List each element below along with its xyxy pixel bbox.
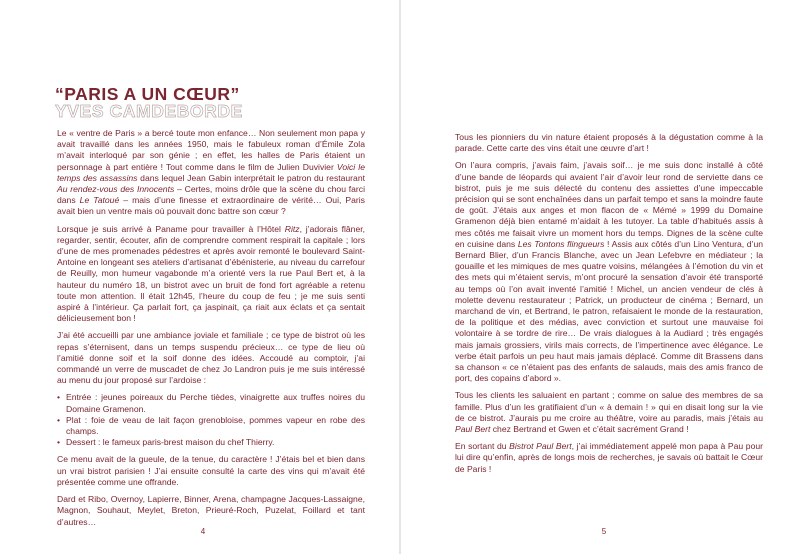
menu-item: • Plat : foie de veau de lait façon grenobloise, pommes vapeur en robe des champs. — [57, 414, 365, 437]
hotel-name: Ritz — [284, 223, 300, 234]
page-number: 4 — [200, 527, 206, 536]
menu-item: • Entrée : jeunes poireaux du Perche tièdes, vinaigrette aux truffes noires du Domaine Gramenon. — [57, 392, 365, 414]
menu-item: • Dessert : le fameux paris-brest maison du chef Thierry. — [57, 437, 275, 448]
author-name: YVES CAMDEBORDE — [55, 101, 243, 121]
right-body-text — [455, 132, 763, 481]
page-number: 5 — [601, 527, 607, 536]
paragraph: Le « ventre de Paris » a bercé toute mon enfance… Non seulement mon papa y avait travaillé dans les années 1950, mais le fabuleux roman d’Émile Zola m’avait interloqué par son génie ; en effet, les halles de Paris étaient un personnage à part entière ! Tout comme dans le film de Julien Duvivier Voici le temps des assassins dans lequel Jean Gabin interprétait le patron du restaurant Au rendez-vous des Innocents – Certes, moins drôle que la scène du chou farci dans Le Tatoué – mais d’une finesse et extraordinaire de vérité… Oui, Paris avait bien un ventre mais où pouvait donc battre son cœur ? — [57, 128, 365, 217]
paragraph: Ce menu avait de la gueule, de la tenue, du caractère ! J’étais bel et bien dans un vrai bistrot parisien ! J’ai ensuite consulté la carte des vins qui m’avait été présentée comme une offrande. — [57, 454, 365, 487]
bullet-icon: • — [57, 437, 61, 448]
restaurant-name: Au rendez-vous des Innocents — [57, 184, 175, 195]
paragraph: J’ai été accueilli par une ambiance joviale et familiale ; ce type de bistrot où les repas s’éternisent, dans un temps suspendu précieux… ce type de lieu où l’amitié donne soif et la soif donne des idées. Accoudé au comptoir, j’ai commandé un verre de muscadet de chez Jo Landron puis je me suis intéressé au menu du jour proposé sur l’ardoise : — [57, 330, 365, 386]
paragraph: Lorsque je suis arrivé à Paname pour travailler à l’Hôtel Ritz, j’adorais flâner, regarder, sentir, écouter, afin de comprendre comment respirait la capitale ; lors d’une de mes promenades pédestres et après avoir remonté le boulevard Saint-Antoine en longeant ses ateliers d’artisanat d’ébénisterie, au niveau du carrefour de Reuilly, mon humeur vagabonde m’a orienté vers la rue Paul Bert et, à la hauteur du numéro 18, un bistrot avec un bruit de fond fort agréable a retenu toute mon attention. Il était 12h45, l’heure du coup de feu ; je me suis senti aspiré à l’intérieur. Ça parlait fort, ça jaspinait, ça riait aux éclats et ça sentait délicieusement bon ! — [57, 223, 366, 324]
right-page — [401, 0, 800, 554]
bistrot-name: Bistrot Paul Bert — [509, 441, 572, 452]
paragraph: On l’aura compris, j’avais faim, j’avais soif… je me suis donc installé à côté d’une bande de léopards qui avaient l’air d’avoir leur rond de serviette dans ce bistrot, puis je me suis délecté du contenu des assiettes d’une impeccable précision qui se sont enchaînées dans un parfait tempo et sans la moindre faute de goût. J’étais aux anges et mon flacon de « Mémé » 1999 du Domaine Gramenon déjà bien entamé m’aidait à les tutoyer. La table d’habitués assis à mes côtés me faisait vivre un moment hors du temps. Dignes de la scène culte en cuisine dans Les Tontons flingueurs ! Assis aux côtés d’un Lino Ventura, d’un Bernard Blier, d’un Francis Blanche, avec un Jean Lefebvre en médiateur ; la gouaille et les mimiques de mes quatre voisins, mélangées à l’émotion du vin et des mets qui m’étaient servis, m’ont procuré la sensation d’avoir été transporté au temps où l’on avait inventé l’amitié ! Michel, un ancien vendeur de clés à molette devenu restaurateur ; Patrick, un producteur de cinéma ; Bernard, un marchand de vin, et Bertrand, le patron, refaisaient le monde de la restauration, de la politique et des médias, avec conviction et surtout une mauvaise foi volontaire à se tordre de rire… De vrais dialogues à la Audiard ; très engagés mais jamais grossiers, virils mais corrects, de l’impertinence avec élégance. Le verbe était parfois un peu haut mais jamais déplacé. Comme dit Brassens dans sa chanson « ce n’étaient pas des enfants de salauds, mais des amis franco de port, des copains d’abord ». — [455, 160, 763, 384]
left-page — [0, 0, 399, 554]
paragraph: Tous les pionniers du vin nature étaient proposés à la dégustation comme à la parade. Cette carte des vins était une œuvre d’art ! — [455, 132, 763, 154]
paragraph: Tous les clients les saluaient en partant ; comme on salue des membres de sa famille. Plus d’un les gratifiaient d’un « à demain ! » qui en disait long sur la vie de ce bistrot. J’aurais pu me croire au théâtre, voire au paradis, mais j’étais au Paul Bert chez Bertrand et Gwen et c’était sacrément Grand ! — [455, 390, 763, 435]
bullet-icon: • — [57, 414, 61, 425]
bullet-icon: • — [57, 392, 61, 403]
bistrot-name: Paul Bert — [455, 424, 491, 435]
menu-list — [57, 392, 365, 448]
paragraph: Dard et Ribo, Overnoy, Lapierre, Binner, Arena, champagne Jacques-Lassaigne, Magnon, Souhaut, Meylet, Breton, Prieuré-Roch, Puzelat, Foillard et tant d’autres… — [57, 494, 365, 527]
film-title: Voici le temps des assassins — [57, 161, 365, 183]
chapter-title: “PARIS A UN CŒUR” — [55, 84, 240, 104]
paragraph: En sortant du Bistrot Paul Bert, j’ai immédiatement appelé mon papa à Pau pour lui dire qu’enfin, après de longs mois de recherches, je savais où battait le Cœur de Paris ! — [455, 441, 763, 474]
left-body-text — [57, 128, 365, 534]
film-title: Les Tontons flingueurs — [517, 238, 605, 249]
film-title: Le Tatoué — [79, 195, 120, 206]
